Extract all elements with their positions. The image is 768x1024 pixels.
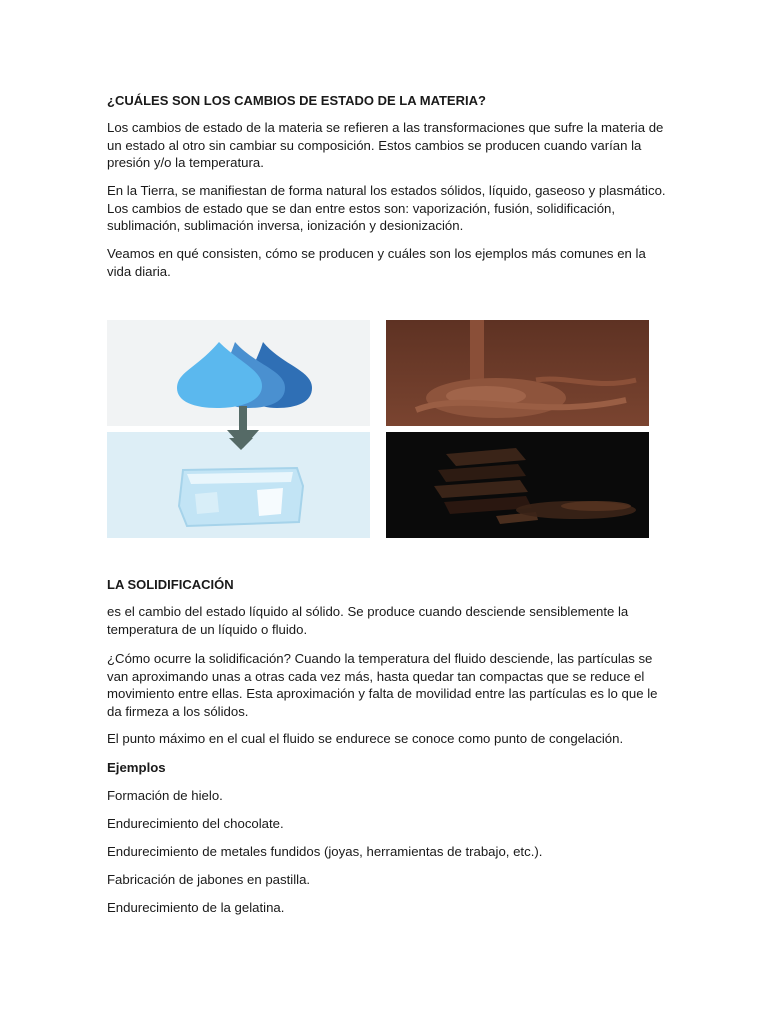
chocolate-bars-image	[386, 432, 649, 538]
melted-chocolate-image	[386, 320, 649, 426]
chocolate-bars-tile	[386, 432, 649, 538]
melted-chocolate-tile	[386, 320, 649, 426]
section-paragraph: El punto máximo en el cual el fluido se endurece se conoce como punto de congelación.	[107, 731, 624, 746]
list-item: Formación de hielo.	[107, 788, 223, 803]
arrow-down-icon	[223, 406, 263, 452]
intro-paragraph: Veamos en qué consisten, cómo se producen y cuáles son los ejemplos más comunes en la vida diaria.	[107, 246, 646, 279]
examples-title: Ejemplos	[107, 760, 166, 775]
list-item: Endurecimiento de la gelatina.	[107, 900, 285, 915]
section-paragraph: es el cambio del estado líquido al sólido. Se produce cuando desciende sensiblemente la temperatura de un líquido o fluido.	[107, 604, 629, 637]
examples-list	[107, 787, 542, 927]
list-item: Endurecimiento de metales fundidos (joyas, herramientas de trabajo, etc.).	[107, 844, 543, 859]
intro-paragraph: Los cambios de estado de la materia se refieren a las transformaciones que sufre la materia de un estado al otro sin cambiar su composición. Estos cambios se producen cuando varían la presión y/o la temperatura.	[107, 120, 664, 170]
states-of-matter-figure	[107, 320, 649, 538]
list-item: Endurecimiento del chocolate.	[107, 816, 284, 831]
list-item: Fabricación de jabones en pastilla.	[107, 872, 311, 887]
section-paragraph: ¿Cómo ocurre la solidificación? Cuando la temperatura del fluido desciende, las partículas se van aproximando unas a otras cada vez más, hasta quedar tan compactas que se reduce el movimiento entre ellas. Esta aproximación y falta de movilidad entre las partículas es lo que le da firmeza a los sólidos.	[107, 651, 658, 719]
section-title: LA SOLIDIFICACIÓN	[107, 577, 234, 592]
page-title: ¿CUÁLES SON LOS CAMBIOS DE ESTADO DE LA MATERIA?	[107, 93, 486, 108]
intro-paragraph: En la Tierra, se manifiestan de forma natural los estados sólidos, líquido, gaseoso y plasmático. Los cambios de estado que se dan entre estos son: vaporización, fusión, solidificación, sublimación, sublimación inversa, ionización y desionización.	[107, 183, 666, 233]
